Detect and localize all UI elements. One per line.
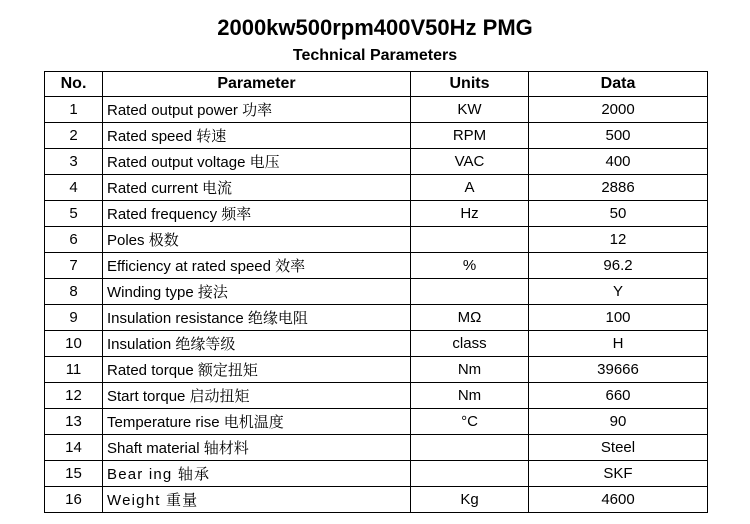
cell-parameter: Insulation resistance 绝缘电阻 <box>103 305 411 331</box>
cell-data: H <box>529 331 708 357</box>
cell-no: 13 <box>45 409 103 435</box>
page-subtitle: Technical Parameters <box>292 47 458 64</box>
cell-units <box>411 461 529 487</box>
spec-table-container <box>0 71 750 513</box>
column-header-parameter: Parameter <box>103 72 411 97</box>
cell-data: 2886 <box>529 175 708 201</box>
table-row <box>45 123 708 149</box>
table-row <box>45 253 708 279</box>
cell-no: 8 <box>45 279 103 305</box>
cell-no: 9 <box>45 305 103 331</box>
cell-parameter: Shaft material 轴材料 <box>103 435 411 461</box>
table-row <box>45 357 708 383</box>
table-row <box>45 149 708 175</box>
cell-data: 660 <box>529 383 708 409</box>
cell-data: Y <box>529 279 708 305</box>
table-row <box>45 435 708 461</box>
cell-parameter: Efficiency at rated speed 效率 <box>103 253 411 279</box>
cell-no: 16 <box>45 487 103 513</box>
table-row <box>45 227 708 253</box>
cell-units: Nm <box>411 357 529 383</box>
table-row <box>45 409 708 435</box>
cell-data: 400 <box>529 149 708 175</box>
column-header-no: No. <box>45 72 103 97</box>
cell-parameter: Bear ing 轴承 <box>103 461 411 487</box>
cell-units: MΩ <box>411 305 529 331</box>
cell-no: 7 <box>45 253 103 279</box>
cell-units <box>411 227 529 253</box>
cell-units: VAC <box>411 149 529 175</box>
cell-no: 12 <box>45 383 103 409</box>
cell-no: 3 <box>45 149 103 175</box>
cell-data: 50 <box>529 201 708 227</box>
cell-parameter: Insulation 绝缘等级 <box>103 331 411 357</box>
cell-data: 39666 <box>529 357 708 383</box>
cell-data: SKF <box>529 461 708 487</box>
cell-units <box>411 279 529 305</box>
cell-no: 2 <box>45 123 103 149</box>
cell-data: 12 <box>529 227 708 253</box>
cell-parameter: Rated current 电流 <box>103 175 411 201</box>
cell-no: 11 <box>45 357 103 383</box>
table-row <box>45 279 708 305</box>
page-title: 2000kw500rpm400V50Hz PMG <box>217 15 533 40</box>
cell-parameter: Poles 极数 <box>103 227 411 253</box>
cell-units: °C <box>411 409 529 435</box>
cell-no: 4 <box>45 175 103 201</box>
cell-parameter: Weight 重量 <box>103 487 411 513</box>
cell-units <box>411 435 529 461</box>
technical-parameters-table <box>44 71 708 513</box>
cell-no: 6 <box>45 227 103 253</box>
cell-data: Steel <box>529 435 708 461</box>
cell-no: 1 <box>45 97 103 123</box>
table-row <box>45 201 708 227</box>
table-row <box>45 383 708 409</box>
cell-data: 100 <box>529 305 708 331</box>
cell-units: class <box>411 331 529 357</box>
cell-units: RPM <box>411 123 529 149</box>
cell-parameter: Temperature rise 电机温度 <box>103 409 411 435</box>
cell-data: 90 <box>529 409 708 435</box>
cell-no: 15 <box>45 461 103 487</box>
cell-parameter: Rated frequency 频率 <box>103 201 411 227</box>
cell-parameter: Rated output voltage 电压 <box>103 149 411 175</box>
cell-data: 4600 <box>529 487 708 513</box>
cell-parameter: Rated output power 功率 <box>103 97 411 123</box>
table-row <box>45 461 708 487</box>
table-row <box>45 331 708 357</box>
cell-parameter: Start torque 启动扭矩 <box>103 383 411 409</box>
table-row <box>45 175 708 201</box>
cell-units: KW <box>411 97 529 123</box>
cell-units: Kg <box>411 487 529 513</box>
cell-units: A <box>411 175 529 201</box>
cell-parameter: Rated speed 转速 <box>103 123 411 149</box>
cell-no: 14 <box>45 435 103 461</box>
table-header-row <box>45 72 708 97</box>
cell-parameter: Rated torque 额定扭矩 <box>103 357 411 383</box>
cell-units: Hz <box>411 201 529 227</box>
cell-data: 500 <box>529 123 708 149</box>
table-row <box>45 305 708 331</box>
column-header-units: Units <box>411 72 529 97</box>
cell-no: 5 <box>45 201 103 227</box>
cell-units: % <box>411 253 529 279</box>
column-header-data: Data <box>529 72 708 97</box>
document-page <box>0 15 750 524</box>
cell-parameter: Winding type 接法 <box>103 279 411 305</box>
cell-no: 10 <box>45 331 103 357</box>
cell-data: 96.2 <box>529 253 708 279</box>
cell-units: Nm <box>411 383 529 409</box>
table-row <box>45 97 708 123</box>
cell-data: 2000 <box>529 97 708 123</box>
